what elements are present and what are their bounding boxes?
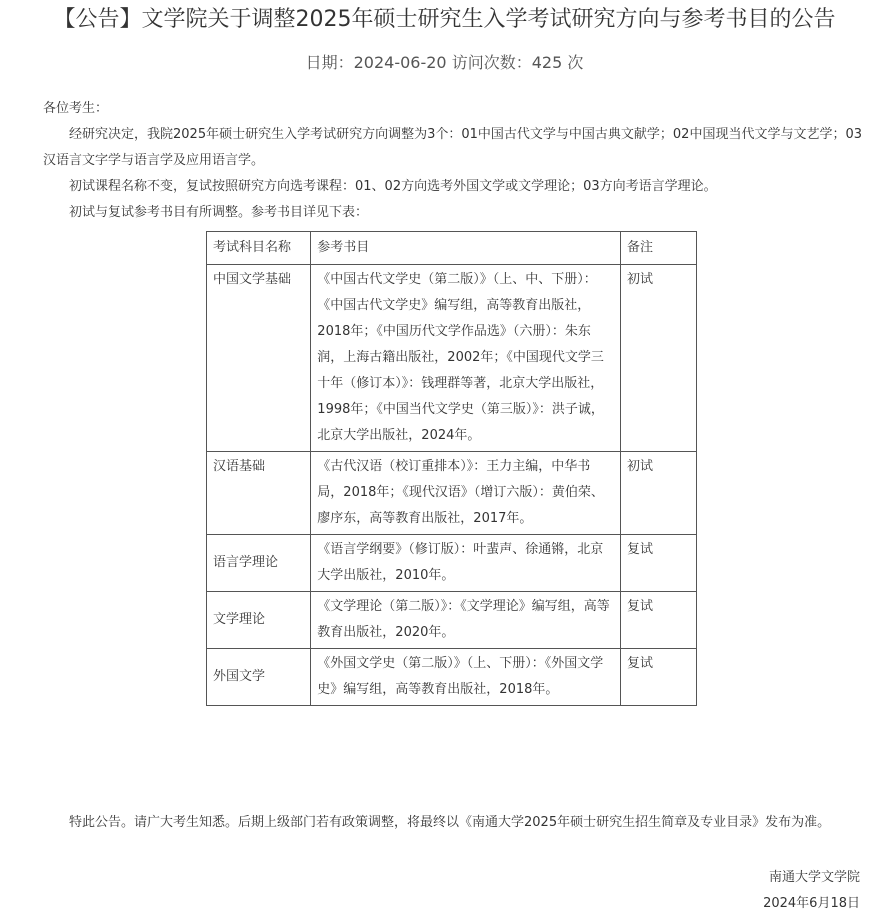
books-cell: 《古代汉语（校订重排本）》：王力主编，中华书局，2018年；《现代汉语》（增订六版）：黄伯荣、廖序东，高等教育出版社，2017年。 — [311, 452, 621, 535]
table-row — [207, 649, 697, 706]
subject-cell: 文学理论 — [207, 592, 311, 649]
paragraph-directions: 经研究决定，我院2025年硕士研究生入学考试研究方向调整为3个：01中国古代文学与中国古典文献学；02中国现当代文学与文艺学；03汉语言文字学与语言学及应用语言学。 — [43, 127, 862, 168]
note-cell: 初试 — [620, 452, 696, 535]
header-subject: 考试科目名称 — [207, 232, 311, 265]
table-row — [207, 535, 697, 592]
table-row — [207, 265, 697, 452]
article-body — [43, 96, 865, 226]
publish-date: 2024-06-20 — [353, 53, 447, 72]
table-header-row — [207, 232, 697, 265]
note-cell: 复试 — [620, 592, 696, 649]
subject-cell: 语言学理论 — [207, 535, 311, 592]
table-row — [207, 592, 697, 649]
reference-books-table — [206, 231, 697, 706]
header-books: 参考书目 — [311, 232, 621, 265]
date-label: 日期： — [305, 53, 354, 72]
subject-cell: 外国文学 — [207, 649, 311, 706]
subject-cell: 汉语基础 — [207, 452, 311, 535]
visit-count: 425 — [531, 53, 563, 72]
books-cell: 《语言学纲要》（修订版）：叶蜚声、徐通锵，北京大学出版社，2010年。 — [311, 535, 621, 592]
closing-note: 特此公告。请广大考生知悉。后期上级部门若有政策调整，将最终以《南通大学2025年硕士研究生招生简章及专业目录》发布为准。 — [69, 815, 831, 830]
visits-label: 访问次数： — [451, 53, 532, 72]
header-note: 备注 — [620, 232, 696, 265]
note-cell: 复试 — [620, 535, 696, 592]
note-cell: 复试 — [620, 649, 696, 706]
visit-unit: 次 — [567, 53, 584, 72]
paragraph-courses: 初试课程名称不变，复试按照研究方向选考课程：01、02方向选考外国文学或文学理论；03方向考语言学理论。 — [69, 179, 717, 194]
signature-block — [763, 865, 860, 917]
paragraph-books-intro: 初试与复试参考书目有所调整。参考书目详见下表： — [69, 205, 369, 220]
issue-date: 2024年6月18日 — [763, 896, 860, 911]
note-cell: 初试 — [620, 265, 696, 452]
page-title: 【公告】文学院关于调整2025年硕士研究生入学考试研究方向与参考书目的公告 — [53, 7, 836, 32]
article-meta — [0, 50, 889, 76]
books-cell: 《中国古代文学史（第二版）》（上、中、下册）：《中国古代文学史》编写组，高等教育出版社，2018年；《中国历代文学作品选》（六册）：朱东润，上海古籍出版社，2002年；《中国现代文学三十年（修订本）》：钱理群等著，北京大学出版社，1998年；《中国当代文学史（第三版）》：洪子诚，北京大学出版社，2024年。 — [311, 265, 621, 452]
table-row — [207, 452, 697, 535]
issuing-organization: 南通大学文学院 — [768, 870, 860, 885]
books-cell: 《文学理论（第二版）》：《文学理论》编写组，高等教育出版社，2020年。 — [311, 592, 621, 649]
salutation: 各位考生： — [43, 101, 109, 116]
books-cell: 《外国文学史（第二版）》（上、下册）：《外国文学史》编写组，高等教育出版社，2018年。 — [311, 649, 621, 706]
subject-cell: 中国文学基础 — [207, 265, 311, 452]
